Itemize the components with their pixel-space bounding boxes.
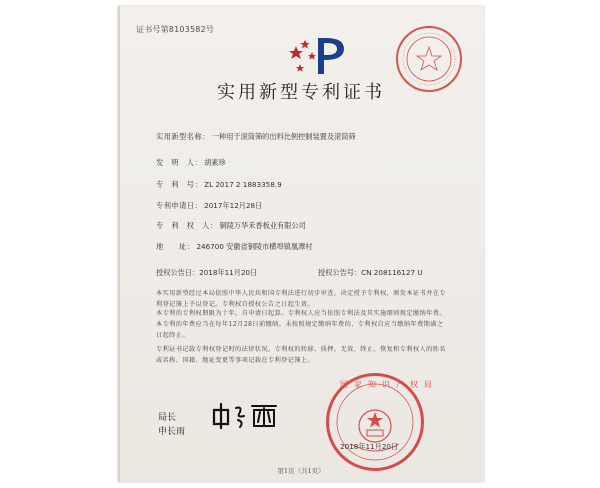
field-value: 铜陵万华禾香板业有限公司 [219, 221, 306, 230]
field-patentee [156, 221, 306, 231]
field-patent-number [156, 180, 282, 190]
certificate-title: 实用新型专利证书 [217, 82, 385, 103]
certificate-number: 证书号第8103582号 [136, 25, 215, 34]
field-value: ZL 2017 2 1883358.9 [204, 180, 282, 189]
patent-certificate [118, 6, 484, 482]
field-label: 实用新型名称： [156, 132, 210, 141]
field-label: 专利申请日： [156, 201, 203, 210]
paragraph-registry: 专利证书记载专利权登记时的法律状况。专利权的转移、质押、无效、终止、恢复和专利权人的姓名或名称、国籍、地址变更等事项记载在专利登记簿上。 [156, 346, 446, 364]
grant-date: 授权公告日：2018年11月20日 [156, 268, 258, 277]
field-value: 246700 安徽省铜陵市横埠镇凰潭村 [196, 242, 313, 251]
field-value: 2017年12月28日 [204, 201, 263, 210]
field-inventor [156, 158, 226, 168]
page-footer: 第1页（共1页） [277, 467, 325, 475]
field-label: 地 址： [156, 242, 195, 251]
patent-office-logo [286, 32, 354, 80]
field-application-date [156, 201, 262, 211]
seal-text: 国家知识产权局 [340, 380, 438, 389]
field-utility-model-name [156, 132, 356, 142]
director-name-printed: 申长雨 [158, 427, 186, 437]
field-label: 发 明 人： [156, 158, 203, 167]
grant-number: 授权公告号：CN 208116127 U [318, 268, 423, 277]
field-address [156, 242, 312, 252]
field-value: 胡素珍 [204, 158, 226, 167]
field-label: 专 利 号： [156, 180, 203, 189]
field-value: 一种用于滚筒筛的出料比例控制装置及滚筒筛 [211, 132, 356, 141]
seal-date: 2018年11月20日 [340, 442, 399, 451]
paragraph-term: 本专利的专利权期限为十年，自申请日起算。专利权人应当依照专利法及其实施细则规定缴纳年费。本专利的年费应当在每年12月28日前缴纳。未按照规定缴纳年费的，专利权自应当缴纳年费期满之日起终止。 [156, 310, 446, 339]
field-label: 专 利 权 人： [156, 221, 218, 230]
director-signature [210, 400, 280, 430]
paragraph-grant: 本实用新型经过本局依照中华人民共和国专利法进行初步审查，决定授予专利权，颁发本证书并在专利登记簿上予以登记。专利权自授权公告之日起生效。 [156, 290, 446, 308]
director-title: 局长 [158, 413, 177, 423]
